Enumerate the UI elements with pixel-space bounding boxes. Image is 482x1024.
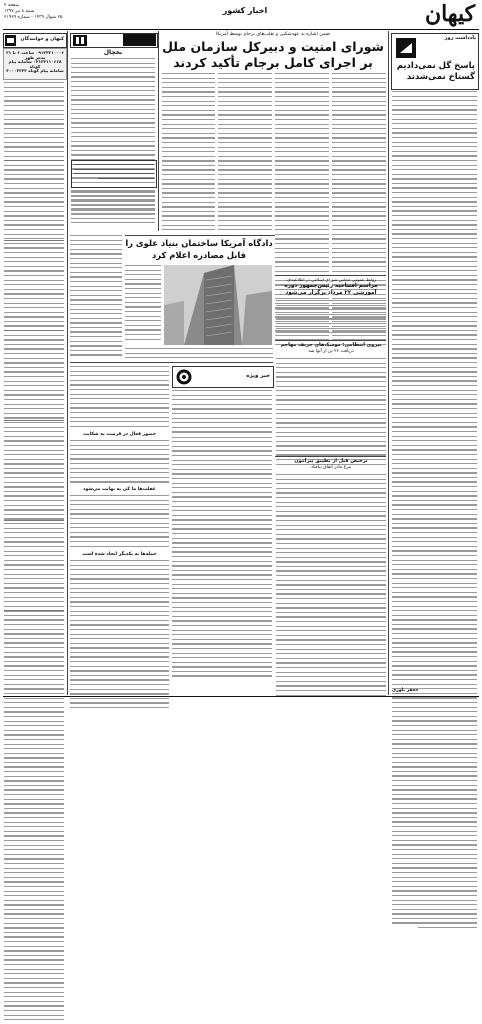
section-title: اخبار کشور <box>222 6 268 15</box>
date-line: شنبه ۸ تیر ۱۳۹۷ <box>4 9 35 14</box>
newspaper-logo: کیهان <box>424 1 476 27</box>
readers-heading-box <box>3 33 67 48</box>
court-side-col <box>70 235 122 359</box>
guft-title: گفت و شنود <box>122 36 154 42</box>
police-sub: دریافت ۲۶ تن از آنها شد <box>308 349 354 354</box>
police-body <box>276 358 386 468</box>
readers-heading: کیهان و خوانندگان <box>20 37 64 42</box>
guft-callout <box>71 160 157 188</box>
editorial-author: جعفر بلوری <box>392 688 419 693</box>
akhbar-col-b-mid <box>70 440 169 486</box>
editorial-body <box>392 91 477 932</box>
letters-sep-2 <box>4 240 64 241</box>
editorial-title-1: پاسخ گل نمی‌دادیم <box>396 61 475 71</box>
guft-heading-box <box>70 33 158 48</box>
guft-logo <box>73 35 87 46</box>
page-label: صفحه ۲ <box>4 3 20 8</box>
akhbar-sub-3: حمله‌ها به یکدیگر ایجاد شده است <box>82 552 157 557</box>
editorial-logo <box>396 38 416 58</box>
agri-rule <box>275 456 386 457</box>
masthead <box>0 0 482 30</box>
akhbar-col-b-top <box>70 366 169 430</box>
council-headline: مراسم افتتاحیه رئیس‌جمهور دوره آموزشی ۲۲ مرداد برگزار می‌شود <box>284 283 378 296</box>
letters-sep-3 <box>4 330 64 331</box>
akhbar-sub-1: حضور فعال در فرصت به شکایت <box>83 432 156 437</box>
readers-sms-3: سامانه پیام کوتاه ۳۰۰۰۳۳۳۲ <box>6 68 64 73</box>
akhbar-logo <box>176 369 192 385</box>
akhbar-col-a <box>172 432 272 680</box>
main-headline-2: بر اجرای کامل برجام تأکید کردند <box>173 55 373 70</box>
court-headline-1: دادگاه آمریکا ساختمان بنیاد علوی را <box>125 238 273 248</box>
akhbar-title: خبر ویژه <box>246 373 270 379</box>
readers-sms-box <box>3 48 67 80</box>
col-rule-left <box>67 31 68 695</box>
police-title: نیروی انتظامی: موشک‌های حریف مهاجم <box>280 342 382 348</box>
letters-sep-6 <box>4 610 64 611</box>
readers-sms-2: ۰۲۱۳۳۱۱۰۶۶۸ سامانه پیام کوتاه <box>8 59 62 69</box>
akhbar-rule <box>70 362 273 363</box>
col-rule-mid <box>158 31 159 231</box>
akhbar-heading-box <box>172 366 274 388</box>
guft-subtitle: بخچال <box>103 49 123 56</box>
readers-logo <box>5 35 16 46</box>
letters-sep-1 <box>4 160 64 161</box>
main-story-col-3 <box>218 73 272 234</box>
council-rule <box>275 275 386 276</box>
editorial-box <box>391 33 479 90</box>
letters-sep-5 <box>4 520 64 521</box>
editorial-heading: یادداشت روز <box>444 35 476 41</box>
council-title: روابط عمومی مجلس شورای اسلامی در اطلاعیه‌ای: <box>285 277 377 282</box>
letters-sep-4 <box>4 420 64 421</box>
akhbar-intro <box>172 390 272 436</box>
akhbar-col-b-bottom <box>70 560 169 712</box>
agri-title: ترخیص قبل از تطبیق پیرامون <box>294 458 368 464</box>
court-body-lower <box>125 348 273 362</box>
main-headline-1: شورای امنیت و دبیرکل سازمان ملل <box>162 39 384 54</box>
main-kicker: ضمن اشاره به عهدشکنی و تقلب‌های برجام توسط آمریکا <box>216 32 330 37</box>
editorial-title-2: گستاخ نمی‌شدند <box>406 72 475 82</box>
court-rule <box>125 235 275 236</box>
court-headline-2: قابل مصادره اعلام کرد <box>151 250 247 260</box>
footer-rule <box>3 696 479 697</box>
agri-body <box>276 474 386 699</box>
council-body <box>276 300 386 337</box>
police-rule <box>275 340 386 341</box>
court-body-col <box>125 265 161 343</box>
akhbar-sub-2: غفلت‌ها ما کی به نهایت می‌شود <box>83 487 156 492</box>
main-story-col-4 <box>162 73 215 234</box>
agri-sub: مرغ مادر اتفاق نیافتاد <box>310 465 352 470</box>
issue-line: ۲۵ شوال ۱۴۳۹ - شماره ۲۱۹۶۹ <box>4 15 63 20</box>
akhbar-col-b-mid2 <box>70 495 169 550</box>
col-rule-right <box>388 31 389 695</box>
header-rule <box>3 29 479 30</box>
readers-letters <box>4 82 64 1024</box>
guft-body-2 <box>71 190 155 227</box>
building-photo <box>164 265 272 345</box>
readers-sms-1: ۰۹۱۲۳۲۱۰۰۰۶ ساعت ۶ تا ۲۱ به‌جز ظهر <box>6 50 64 60</box>
